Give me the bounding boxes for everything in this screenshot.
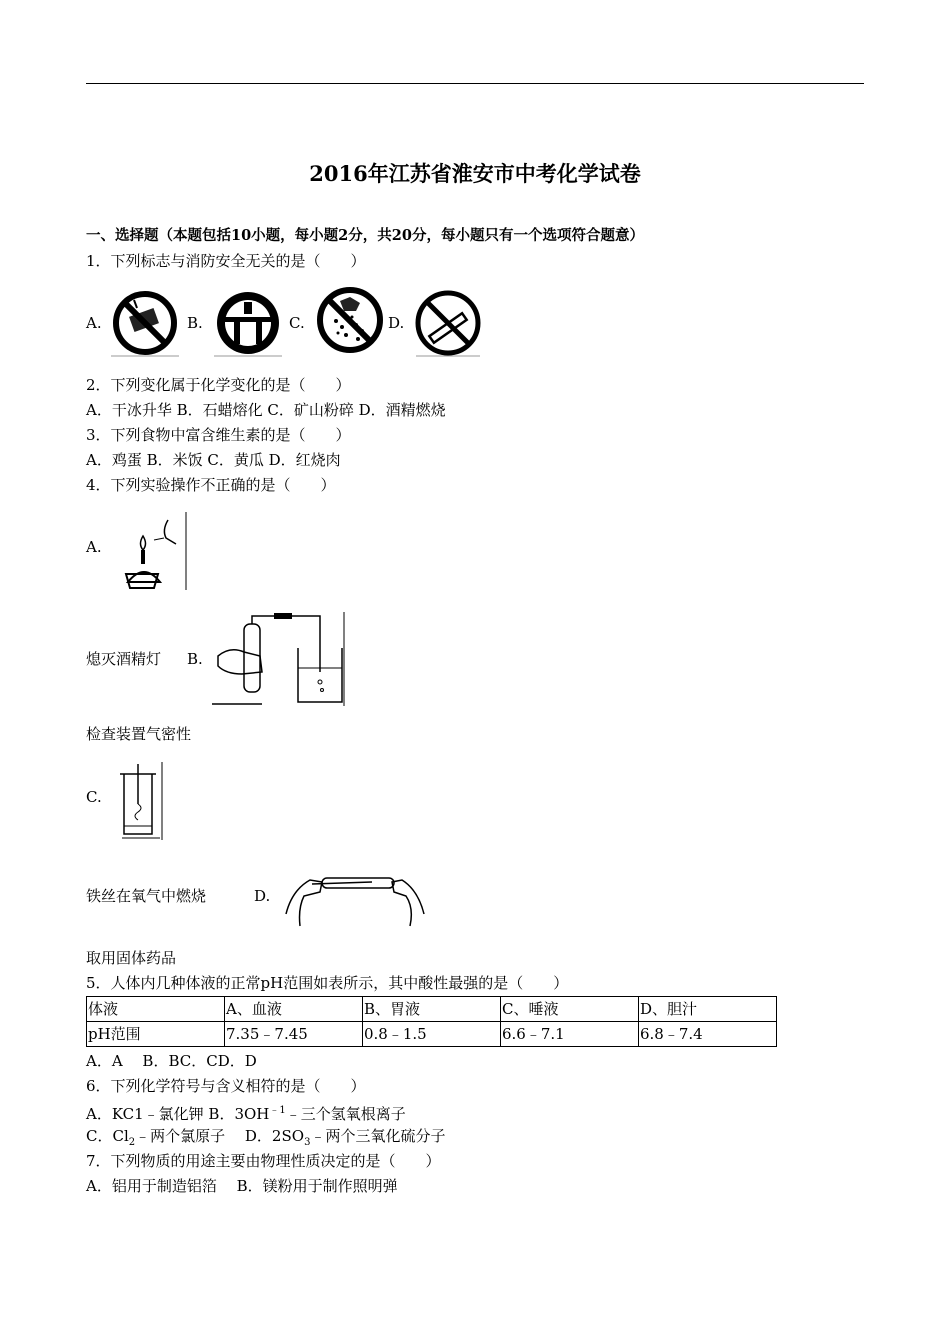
q1-option-b: B. <box>187 314 203 332</box>
q1-option-d: D. <box>388 314 405 332</box>
page-title: 2016年江苏省淮安市中考化学试卷 <box>309 161 641 186</box>
q7-options: A．铝用于制造铝箔 B．镁粉用于制作照明弹 <box>86 1177 398 1195</box>
table-cell: 7.35﹣7.45 <box>225 1022 363 1047</box>
table-cell: pH范围 <box>87 1022 225 1047</box>
q3-stem: 3．下列食物中富含维生素的是（ ） <box>86 426 351 444</box>
header-rule <box>86 83 864 84</box>
q4-option-b-label: B. <box>187 650 203 668</box>
q6-option-c: C．Cl <box>86 1127 129 1145</box>
table-row <box>87 997 777 1022</box>
table-cell: 0.8﹣1.5 <box>363 1022 501 1047</box>
q6-option-c-text: ﹣两个氯原子 D．2SO <box>135 1127 305 1145</box>
table-cell: 体液 <box>87 997 225 1022</box>
airtightness-check-apparatus-icon <box>212 612 346 706</box>
q1-stem: 1．下列标志与消防安全无关的是（ ） <box>86 252 366 270</box>
q7-stem: 7．下列物质的用途主要由物理性质决定的是（ ） <box>86 1152 441 1170</box>
table-cell: D、胆汁 <box>639 997 777 1022</box>
table-cell: A、血液 <box>225 997 363 1022</box>
alcohol-lamp-blowing-icon <box>118 510 190 594</box>
q6-options-cd <box>86 1126 445 1153</box>
q2-stem: 2．下列变化属于化学变化的是（ ） <box>86 376 351 394</box>
q2-options: A．干冰升华 B．石蜡熔化 C．矿山粉碎 D．酒精燃烧 <box>86 401 446 419</box>
q4-option-a-label: A. <box>86 538 102 556</box>
q6-charge-superscript: ﹣1 <box>269 1105 286 1116</box>
q4-option-c-caption: 铁丝在氧气中燃烧 <box>86 887 207 905</box>
q4-caption-a: 熄灭酒精灯 <box>86 650 162 668</box>
q3-options: A．鸡蛋 B．米饭 C．黄瓜 D．红烧肉 <box>86 451 341 469</box>
table-cell: 6.8﹣7.4 <box>639 1022 777 1047</box>
q6-option-a: A．KC1﹣氯化钾 B．3OH <box>86 1105 270 1123</box>
q4-option-d-caption: 取用固体药品 <box>86 949 177 967</box>
no-fireworks-icon <box>107 290 183 358</box>
q4-option-a-caption <box>86 649 161 669</box>
table-cell: 6.6﹣7.1 <box>501 1022 639 1047</box>
q5-stem: 5．人体内几种体液的正常pH范围如表所示，其中酸性最强的是（ ） <box>86 974 569 992</box>
table-cell: B、胃液 <box>363 997 501 1022</box>
q6-option-d-text: ﹣两个三氧化硫分子 <box>310 1127 446 1145</box>
no-flammable-icon <box>312 287 388 355</box>
iron-wire-oxygen-bottle-icon <box>116 762 166 842</box>
q6-c-subscript: 2 <box>128 1137 136 1148</box>
table-row <box>87 1022 777 1047</box>
q6-options-ab <box>86 1101 406 1124</box>
q4-option-d-label: D. <box>254 887 271 905</box>
q4-option-b-caption: 检查装置气密性 <box>86 725 192 743</box>
q1-option-a: A. <box>86 314 102 332</box>
table-cell: C、唾液 <box>501 997 639 1022</box>
q5-options: A．A B．BC．CD．D <box>86 1052 257 1070</box>
q6-d-subscript: 3 <box>304 1137 311 1148</box>
taking-solid-reagent-icon <box>282 860 428 932</box>
fire-escape-icon <box>210 290 286 358</box>
q6-stem: 6．下列化学符号与含义相符的是（ ） <box>86 1077 366 1095</box>
section-heading: 一、选择题（本题包括10小题，每小题2分，共20分，每小题只有一个选项符合题意） <box>86 227 644 244</box>
q1-option-c: C. <box>289 314 305 332</box>
no-smoking-icon <box>412 290 484 358</box>
ph-range-table <box>86 996 777 1047</box>
q4-option-c-label: C. <box>86 788 102 806</box>
q4-stem: 4．下列实验操作不正确的是（ ） <box>86 476 336 494</box>
q6-option-b-text: ﹣三个氢氧根离子 <box>285 1105 406 1123</box>
